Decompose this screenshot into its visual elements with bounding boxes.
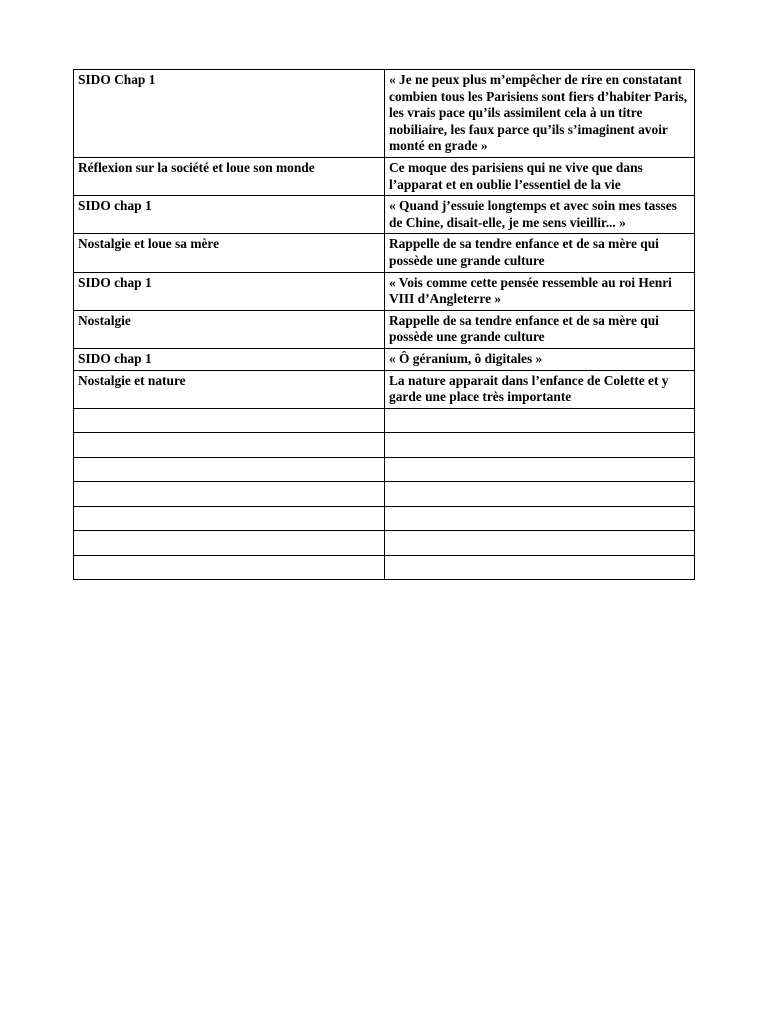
table-cell-right: Ce moque des parisiens qui ne vive que dans l’apparat et en oublie l’essentiel de la vie <box>385 157 695 195</box>
table-cell-right: La nature apparait dans l’enfance de Colette et y garde une place très importante <box>385 370 695 408</box>
table-row <box>74 196 695 234</box>
table-cell-left <box>74 433 385 458</box>
table-row <box>74 70 695 158</box>
table-cell-left: SIDO chap 1 <box>74 348 385 370</box>
table-cell-right <box>385 555 695 580</box>
table-cell-left: Nostalgie et loue sa mère <box>74 234 385 272</box>
table-row <box>74 348 695 370</box>
table-row-empty <box>74 482 695 507</box>
table-cell-right: Rappelle de sa tendre enfance et de sa mère qui possède une grande culture <box>385 310 695 348</box>
table-cell-left <box>74 482 385 507</box>
table-row-empty <box>74 457 695 482</box>
table-cell-left: SIDO chap 1 <box>74 272 385 310</box>
notes-table <box>73 69 695 580</box>
table-cell-right <box>385 506 695 531</box>
table-row-empty <box>74 408 695 433</box>
table-row <box>74 234 695 272</box>
table-cell-left: Réflexion sur la société et loue son monde <box>74 157 385 195</box>
table-cell-left <box>74 457 385 482</box>
table-cell-left: SIDO chap 1 <box>74 196 385 234</box>
table-row <box>74 272 695 310</box>
table-row <box>74 310 695 348</box>
table-cell-left <box>74 408 385 433</box>
table-cell-right <box>385 408 695 433</box>
table-row-empty <box>74 433 695 458</box>
table-cell-right <box>385 457 695 482</box>
table-cell-right <box>385 531 695 556</box>
table-cell-right: Rappelle de sa tendre enfance et de sa mère qui possède une grande culture <box>385 234 695 272</box>
table-cell-left <box>74 506 385 531</box>
table-cell-left: Nostalgie <box>74 310 385 348</box>
table-cell-left <box>74 531 385 556</box>
table-row-empty <box>74 531 695 556</box>
table-row-empty <box>74 555 695 580</box>
table-cell-right: « Quand j’essuie longtemps et avec soin mes tasses de Chine, disait-elle, je me sens vieillir... » <box>385 196 695 234</box>
table-cell-right: « Je ne peux plus m’empêcher de rire en constatant combien tous les Parisiens sont fiers d’habiter Paris, les vrais pace qu’ils assimilent cela à un titre nobiliaire, les faux parce qu’ils s’imaginent avoir monté en grade » <box>385 70 695 158</box>
table-row <box>74 370 695 408</box>
table-cell-right: « Ô géranium, ô digitales » <box>385 348 695 370</box>
table-cell-right <box>385 482 695 507</box>
table-cell-left: Nostalgie et nature <box>74 370 385 408</box>
table-row <box>74 157 695 195</box>
table-cell-right: « Vois comme cette pensée ressemble au roi Henri VIII d’Angleterre » <box>385 272 695 310</box>
table-cell-right <box>385 433 695 458</box>
table-cell-left <box>74 555 385 580</box>
table-row-empty <box>74 506 695 531</box>
table-cell-left: SIDO Chap 1 <box>74 70 385 158</box>
